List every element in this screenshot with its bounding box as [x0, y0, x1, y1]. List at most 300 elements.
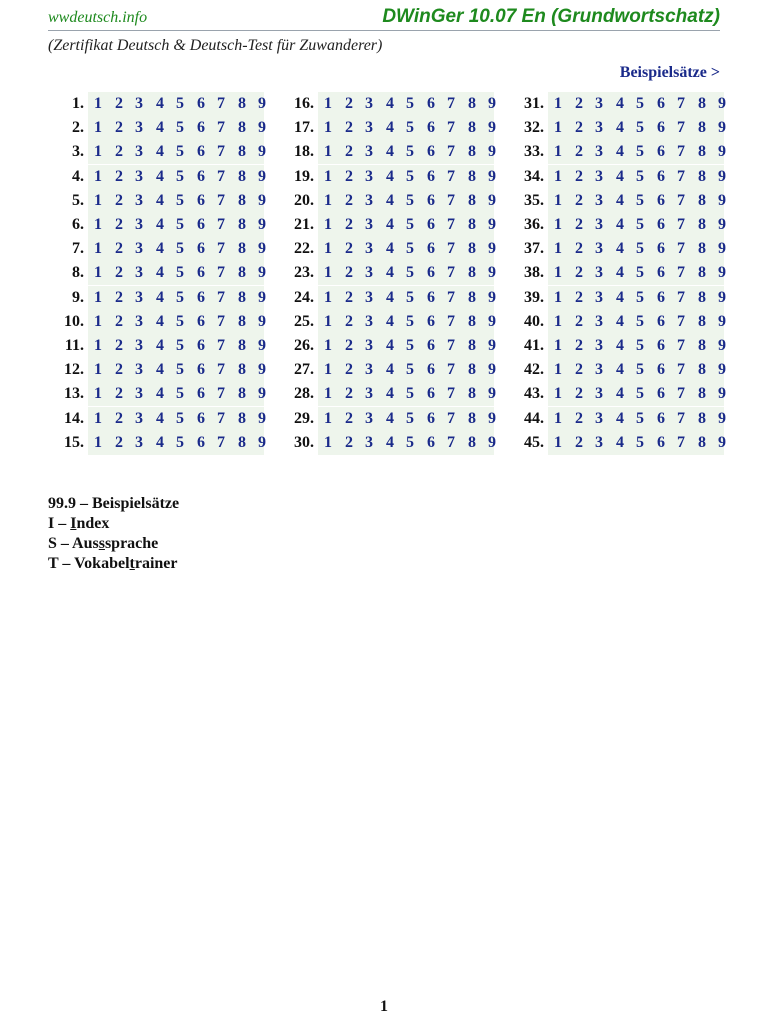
lesson-part-link[interactable]: 8 — [468, 95, 476, 112]
lesson-part-link[interactable]: 2 — [345, 143, 353, 160]
lesson-part-link[interactable]: 5 — [176, 264, 184, 281]
lesson-part-link[interactable]: 5 — [176, 216, 184, 233]
lesson-part-link[interactable]: 9 — [718, 313, 726, 330]
lesson-part-link[interactable]: 1 — [324, 313, 332, 330]
lesson-part-link[interactable]: 8 — [238, 192, 246, 209]
lesson-part-link[interactable]: 4 — [616, 410, 624, 427]
lesson-part-link[interactable]: 4 — [386, 168, 394, 185]
lesson-part-link[interactable]: 8 — [238, 216, 246, 233]
lesson-part-link[interactable]: 5 — [176, 361, 184, 378]
lesson-part-link[interactable]: 2 — [345, 410, 353, 427]
lesson-part-link[interactable]: 8 — [468, 216, 476, 233]
lesson-part-link[interactable]: 4 — [616, 143, 624, 160]
lesson-part-link[interactable]: 8 — [468, 289, 476, 306]
lesson-part-link[interactable]: 2 — [115, 337, 123, 354]
lesson-part-link[interactable]: 2 — [115, 434, 123, 451]
legend-item[interactable] — [48, 494, 179, 514]
lesson-part-link[interactable]: 9 — [718, 168, 726, 185]
lesson-part-link[interactable]: 8 — [698, 240, 706, 257]
lesson-part-link[interactable]: 1 — [554, 361, 562, 378]
lesson-part-link[interactable]: 6 — [657, 119, 665, 136]
legend-item[interactable] — [48, 514, 179, 534]
lesson-part-link[interactable]: 7 — [447, 337, 455, 354]
lesson-part-link[interactable]: 3 — [595, 240, 603, 257]
lesson-part-link[interactable]: 6 — [197, 385, 205, 402]
lesson-part-link[interactable]: 4 — [386, 289, 394, 306]
lesson-part-link[interactable]: 1 — [554, 289, 562, 306]
lesson-part-link[interactable]: 9 — [258, 434, 266, 451]
lesson-part-link[interactable]: 6 — [657, 289, 665, 306]
lesson-part-link[interactable]: 9 — [488, 192, 496, 209]
lesson-part-link[interactable]: 3 — [595, 313, 603, 330]
lesson-part-link[interactable]: 3 — [595, 216, 603, 233]
lesson-part-link[interactable]: 8 — [698, 143, 706, 160]
lesson-part-link[interactable]: 7 — [677, 216, 685, 233]
lesson-part-link[interactable]: 7 — [447, 143, 455, 160]
lesson-part-link[interactable]: 7 — [217, 313, 225, 330]
lesson-part-link[interactable]: 9 — [718, 143, 726, 160]
lesson-part-link[interactable]: 2 — [345, 216, 353, 233]
lesson-part-link[interactable]: 3 — [135, 95, 143, 112]
lesson-part-link[interactable]: 6 — [657, 192, 665, 209]
lesson-part-link[interactable]: 9 — [718, 216, 726, 233]
lesson-part-link[interactable]: 2 — [575, 289, 583, 306]
lesson-part-link[interactable]: 4 — [616, 289, 624, 306]
lesson-part-link[interactable]: 5 — [406, 168, 414, 185]
lesson-part-link[interactable]: 9 — [258, 264, 266, 281]
lesson-part-link[interactable]: 6 — [427, 264, 435, 281]
lesson-part-link[interactable]: 1 — [94, 95, 102, 112]
lesson-part-link[interactable]: 2 — [115, 192, 123, 209]
lesson-part-link[interactable]: 6 — [427, 216, 435, 233]
lesson-part-link[interactable]: 8 — [238, 95, 246, 112]
lesson-part-link[interactable]: 9 — [718, 119, 726, 136]
lesson-part-link[interactable]: 7 — [217, 119, 225, 136]
lesson-part-link[interactable]: 8 — [698, 168, 706, 185]
lesson-part-link[interactable]: 4 — [156, 361, 164, 378]
lesson-part-link[interactable]: 5 — [636, 95, 644, 112]
lesson-part-link[interactable]: 6 — [197, 168, 205, 185]
lesson-part-link[interactable]: 4 — [156, 410, 164, 427]
lesson-part-link[interactable]: 2 — [115, 95, 123, 112]
lesson-part-link[interactable]: 8 — [698, 289, 706, 306]
lesson-part-link[interactable]: 9 — [488, 168, 496, 185]
lesson-part-link[interactable]: 2 — [345, 289, 353, 306]
lesson-part-link[interactable]: 5 — [176, 95, 184, 112]
lesson-part-link[interactable]: 5 — [176, 119, 184, 136]
lesson-part-link[interactable]: 6 — [197, 192, 205, 209]
lesson-part-link[interactable]: 7 — [447, 410, 455, 427]
lesson-part-link[interactable]: 1 — [554, 95, 562, 112]
lesson-part-link[interactable]: 6 — [197, 361, 205, 378]
lesson-part-link[interactable]: 5 — [176, 385, 184, 402]
lesson-part-link[interactable]: 2 — [345, 119, 353, 136]
lesson-part-link[interactable]: 5 — [636, 361, 644, 378]
lesson-part-link[interactable]: 9 — [718, 385, 726, 402]
lesson-part-link[interactable]: 8 — [698, 192, 706, 209]
lesson-part-link[interactable]: 3 — [135, 192, 143, 209]
lesson-part-link[interactable]: 2 — [115, 168, 123, 185]
lesson-part-link[interactable]: 9 — [258, 168, 266, 185]
lesson-part-link[interactable]: 8 — [468, 313, 476, 330]
lesson-part-link[interactable]: 3 — [365, 264, 373, 281]
legend-item[interactable] — [48, 534, 179, 554]
lesson-part-link[interactable]: 9 — [258, 192, 266, 209]
lesson-part-link[interactable]: 4 — [156, 240, 164, 257]
lesson-part-link[interactable]: 5 — [406, 289, 414, 306]
lesson-part-link[interactable]: 2 — [575, 119, 583, 136]
lesson-part-link[interactable]: 8 — [468, 240, 476, 257]
lesson-part-link[interactable]: 6 — [197, 216, 205, 233]
lesson-part-link[interactable]: 3 — [135, 240, 143, 257]
lesson-part-link[interactable]: 5 — [636, 337, 644, 354]
lesson-part-link[interactable]: 3 — [135, 264, 143, 281]
lesson-part-link[interactable]: 9 — [488, 337, 496, 354]
lesson-part-link[interactable]: 8 — [468, 434, 476, 451]
lesson-part-link[interactable]: 6 — [427, 119, 435, 136]
lesson-part-link[interactable]: 6 — [657, 264, 665, 281]
lesson-part-link[interactable]: 8 — [238, 385, 246, 402]
lesson-part-link[interactable]: 4 — [386, 385, 394, 402]
lesson-part-link[interactable]: 2 — [575, 313, 583, 330]
lesson-part-link[interactable]: 6 — [657, 410, 665, 427]
lesson-part-link[interactable]: 4 — [616, 168, 624, 185]
lesson-part-link[interactable]: 8 — [468, 410, 476, 427]
lesson-part-link[interactable]: 1 — [324, 119, 332, 136]
lesson-part-link[interactable]: 6 — [427, 240, 435, 257]
lesson-part-link[interactable]: 1 — [94, 143, 102, 160]
lesson-part-link[interactable]: 4 — [386, 264, 394, 281]
lesson-part-link[interactable]: 8 — [468, 264, 476, 281]
lesson-part-link[interactable]: 2 — [115, 119, 123, 136]
lesson-part-link[interactable]: 2 — [345, 434, 353, 451]
lesson-part-link[interactable]: 2 — [115, 143, 123, 160]
lesson-part-link[interactable]: 2 — [575, 434, 583, 451]
lesson-part-link[interactable]: 3 — [595, 385, 603, 402]
lesson-part-link[interactable]: 3 — [365, 216, 373, 233]
lesson-part-link[interactable]: 3 — [135, 143, 143, 160]
lesson-part-link[interactable]: 3 — [595, 95, 603, 112]
lesson-part-link[interactable]: 3 — [365, 337, 373, 354]
lesson-part-link[interactable]: 2 — [575, 168, 583, 185]
lesson-part-link[interactable]: 5 — [406, 264, 414, 281]
lesson-part-link[interactable]: 3 — [595, 361, 603, 378]
lesson-part-link[interactable]: 1 — [324, 410, 332, 427]
lesson-part-link[interactable]: 1 — [324, 361, 332, 378]
lesson-part-link[interactable]: 9 — [488, 361, 496, 378]
lesson-part-link[interactable]: 8 — [238, 264, 246, 281]
lesson-part-link[interactable]: 8 — [468, 385, 476, 402]
lesson-part-link[interactable]: 2 — [115, 385, 123, 402]
lesson-part-link[interactable]: 2 — [345, 337, 353, 354]
lesson-part-link[interactable]: 4 — [386, 119, 394, 136]
lesson-part-link[interactable]: 9 — [488, 143, 496, 160]
lesson-part-link[interactable]: 7 — [677, 434, 685, 451]
lesson-part-link[interactable]: 5 — [176, 168, 184, 185]
lesson-part-link[interactable]: 6 — [197, 410, 205, 427]
lesson-part-link[interactable]: 4 — [616, 313, 624, 330]
lesson-part-link[interactable]: 9 — [718, 434, 726, 451]
lesson-part-link[interactable]: 8 — [238, 337, 246, 354]
lesson-part-link[interactable]: 3 — [595, 289, 603, 306]
lesson-part-link[interactable]: 5 — [406, 385, 414, 402]
lesson-part-link[interactable]: 7 — [217, 264, 225, 281]
lesson-part-link[interactable]: 5 — [176, 313, 184, 330]
lesson-part-link[interactable]: 3 — [365, 289, 373, 306]
lesson-part-link[interactable]: 4 — [156, 289, 164, 306]
lesson-part-link[interactable]: 9 — [488, 313, 496, 330]
lesson-part-link[interactable]: 1 — [324, 240, 332, 257]
lesson-part-link[interactable]: 1 — [554, 337, 562, 354]
lesson-part-link[interactable]: 9 — [258, 313, 266, 330]
lesson-part-link[interactable]: 3 — [365, 168, 373, 185]
lesson-part-link[interactable]: 3 — [595, 337, 603, 354]
lesson-part-link[interactable]: 7 — [447, 434, 455, 451]
lesson-part-link[interactable]: 9 — [258, 337, 266, 354]
lesson-part-link[interactable]: 4 — [616, 192, 624, 209]
lesson-part-link[interactable]: 1 — [324, 192, 332, 209]
lesson-part-link[interactable]: 2 — [115, 216, 123, 233]
lesson-part-link[interactable]: 8 — [468, 361, 476, 378]
lesson-part-link[interactable]: 5 — [636, 143, 644, 160]
lesson-part-link[interactable]: 9 — [258, 361, 266, 378]
lesson-part-link[interactable]: 1 — [324, 95, 332, 112]
lesson-part-link[interactable]: 2 — [575, 410, 583, 427]
lesson-part-link[interactable]: 9 — [488, 289, 496, 306]
lesson-part-link[interactable]: 3 — [365, 434, 373, 451]
lesson-part-link[interactable]: 8 — [238, 434, 246, 451]
lesson-part-link[interactable]: 2 — [345, 168, 353, 185]
lesson-part-link[interactable]: 1 — [94, 264, 102, 281]
lesson-part-link[interactable]: 4 — [616, 264, 624, 281]
lesson-part-link[interactable]: 3 — [365, 192, 373, 209]
lesson-part-link[interactable]: 1 — [94, 240, 102, 257]
lesson-part-link[interactable]: 1 — [554, 119, 562, 136]
lesson-part-link[interactable]: 9 — [488, 410, 496, 427]
lesson-part-link[interactable]: 9 — [718, 361, 726, 378]
lesson-part-link[interactable]: 4 — [156, 337, 164, 354]
lesson-part-link[interactable]: 5 — [176, 143, 184, 160]
lesson-part-link[interactable]: 7 — [677, 119, 685, 136]
lesson-part-link[interactable]: 2 — [115, 264, 123, 281]
lesson-part-link[interactable]: 6 — [197, 337, 205, 354]
lesson-part-link[interactable]: 9 — [718, 264, 726, 281]
lesson-part-link[interactable]: 2 — [575, 216, 583, 233]
lesson-part-link[interactable]: 1 — [94, 337, 102, 354]
lesson-part-link[interactable]: 1 — [554, 168, 562, 185]
lesson-part-link[interactable]: 6 — [427, 361, 435, 378]
lesson-part-link[interactable]: 8 — [698, 361, 706, 378]
lesson-part-link[interactable]: 8 — [468, 337, 476, 354]
lesson-part-link[interactable]: 7 — [217, 95, 225, 112]
lesson-part-link[interactable]: 2 — [575, 361, 583, 378]
lesson-part-link[interactable]: 6 — [657, 313, 665, 330]
lesson-part-link[interactable]: 8 — [698, 337, 706, 354]
lesson-part-link[interactable]: 1 — [94, 192, 102, 209]
lesson-part-link[interactable]: 1 — [554, 240, 562, 257]
lesson-part-link[interactable]: 6 — [657, 240, 665, 257]
lesson-part-link[interactable]: 1 — [554, 192, 562, 209]
lesson-part-link[interactable]: 4 — [386, 192, 394, 209]
lesson-part-link[interactable]: 3 — [135, 119, 143, 136]
lesson-part-link[interactable]: 1 — [94, 434, 102, 451]
lesson-part-link[interactable]: 3 — [135, 216, 143, 233]
lesson-part-link[interactable]: 7 — [677, 240, 685, 257]
lesson-part-link[interactable]: 3 — [595, 434, 603, 451]
lesson-part-link[interactable]: 7 — [677, 410, 685, 427]
lesson-part-link[interactable]: 1 — [324, 264, 332, 281]
lesson-part-link[interactable]: 5 — [636, 240, 644, 257]
lesson-part-link[interactable]: 6 — [197, 434, 205, 451]
lesson-part-link[interactable]: 3 — [595, 192, 603, 209]
lesson-part-link[interactable]: 6 — [427, 192, 435, 209]
lesson-part-link[interactable]: 1 — [554, 313, 562, 330]
lesson-part-link[interactable]: 9 — [718, 289, 726, 306]
lesson-part-link[interactable]: 8 — [238, 143, 246, 160]
lesson-part-link[interactable]: 5 — [636, 410, 644, 427]
lesson-part-link[interactable]: 5 — [636, 313, 644, 330]
lesson-part-link[interactable]: 8 — [238, 168, 246, 185]
lesson-part-link[interactable]: 2 — [345, 240, 353, 257]
lesson-part-link[interactable]: 3 — [365, 240, 373, 257]
lesson-part-link[interactable]: 4 — [386, 337, 394, 354]
lesson-part-link[interactable]: 8 — [698, 385, 706, 402]
lesson-part-link[interactable]: 5 — [176, 434, 184, 451]
lesson-part-link[interactable]: 7 — [447, 313, 455, 330]
lesson-part-link[interactable]: 2 — [575, 337, 583, 354]
lesson-part-link[interactable]: 9 — [718, 337, 726, 354]
lesson-part-link[interactable]: 5 — [406, 337, 414, 354]
lesson-part-link[interactable]: 3 — [365, 361, 373, 378]
lesson-part-link[interactable]: 2 — [575, 385, 583, 402]
lesson-part-link[interactable]: 3 — [595, 168, 603, 185]
lesson-part-link[interactable]: 8 — [238, 410, 246, 427]
lesson-part-link[interactable]: 7 — [217, 143, 225, 160]
lesson-part-link[interactable]: 5 — [406, 143, 414, 160]
lesson-part-link[interactable]: 1 — [554, 385, 562, 402]
lesson-part-link[interactable]: 7 — [217, 168, 225, 185]
lesson-part-link[interactable]: 4 — [616, 434, 624, 451]
lesson-part-link[interactable]: 8 — [238, 240, 246, 257]
lesson-part-link[interactable]: 5 — [176, 192, 184, 209]
lesson-part-link[interactable]: 4 — [386, 434, 394, 451]
lesson-part-link[interactable]: 7 — [447, 240, 455, 257]
lesson-part-link[interactable]: 1 — [554, 264, 562, 281]
lesson-part-link[interactable]: 3 — [365, 143, 373, 160]
lesson-part-link[interactable]: 4 — [156, 434, 164, 451]
lesson-part-link[interactable]: 1 — [94, 216, 102, 233]
lesson-part-link[interactable]: 9 — [258, 240, 266, 257]
lesson-part-link[interactable]: 4 — [156, 216, 164, 233]
lesson-part-link[interactable]: 1 — [94, 385, 102, 402]
lesson-part-link[interactable]: 1 — [554, 216, 562, 233]
lesson-part-link[interactable]: 4 — [386, 361, 394, 378]
lesson-part-link[interactable]: 8 — [468, 168, 476, 185]
lesson-part-link[interactable]: 1 — [94, 168, 102, 185]
lesson-part-link[interactable]: 4 — [616, 216, 624, 233]
lesson-part-link[interactable]: 5 — [406, 119, 414, 136]
lesson-part-link[interactable]: 4 — [616, 240, 624, 257]
lesson-part-link[interactable]: 9 — [258, 410, 266, 427]
lesson-part-link[interactable]: 5 — [406, 434, 414, 451]
lesson-part-link[interactable]: 9 — [258, 289, 266, 306]
lesson-part-link[interactable]: 1 — [324, 385, 332, 402]
lesson-part-link[interactable]: 2 — [575, 240, 583, 257]
lesson-part-link[interactable]: 7 — [447, 168, 455, 185]
lesson-part-link[interactable]: 9 — [718, 192, 726, 209]
lesson-part-link[interactable]: 6 — [427, 95, 435, 112]
lesson-part-link[interactable]: 6 — [657, 337, 665, 354]
lesson-part-link[interactable]: 3 — [365, 385, 373, 402]
lesson-part-link[interactable]: 1 — [324, 434, 332, 451]
lesson-part-link[interactable]: 7 — [447, 95, 455, 112]
lesson-part-link[interactable]: 3 — [365, 119, 373, 136]
lesson-part-link[interactable]: 9 — [488, 385, 496, 402]
lesson-part-link[interactable]: 1 — [94, 119, 102, 136]
lesson-part-link[interactable]: 4 — [156, 95, 164, 112]
lesson-part-link[interactable]: 9 — [488, 119, 496, 136]
example-sentences-link[interactable]: Beispielsätze > — [619, 64, 720, 81]
lesson-part-link[interactable]: 5 — [636, 168, 644, 185]
lesson-part-link[interactable]: 1 — [324, 337, 332, 354]
lesson-part-link[interactable]: 8 — [468, 119, 476, 136]
lesson-part-link[interactable]: 4 — [156, 119, 164, 136]
lesson-part-link[interactable]: 6 — [427, 434, 435, 451]
lesson-part-link[interactable]: 4 — [386, 95, 394, 112]
lesson-part-link[interactable]: 4 — [156, 313, 164, 330]
lesson-part-link[interactable]: 7 — [217, 410, 225, 427]
lesson-part-link[interactable]: 3 — [365, 95, 373, 112]
lesson-part-link[interactable]: 1 — [554, 434, 562, 451]
lesson-part-link[interactable]: 5 — [406, 192, 414, 209]
lesson-part-link[interactable]: 2 — [115, 361, 123, 378]
lesson-part-link[interactable]: 2 — [345, 385, 353, 402]
lesson-part-link[interactable]: 5 — [176, 410, 184, 427]
lesson-part-link[interactable]: 1 — [324, 168, 332, 185]
lesson-part-link[interactable]: 6 — [657, 434, 665, 451]
lesson-part-link[interactable]: 8 — [698, 410, 706, 427]
lesson-part-link[interactable]: 6 — [197, 143, 205, 160]
lesson-part-link[interactable]: 8 — [238, 119, 246, 136]
lesson-part-link[interactable]: 1 — [554, 410, 562, 427]
lesson-part-link[interactable]: 4 — [616, 361, 624, 378]
lesson-part-link[interactable]: 9 — [488, 216, 496, 233]
lesson-part-link[interactable]: 9 — [258, 216, 266, 233]
lesson-part-link[interactable]: 6 — [197, 240, 205, 257]
lesson-part-link[interactable]: 6 — [197, 119, 205, 136]
lesson-part-link[interactable]: 8 — [698, 264, 706, 281]
lesson-part-link[interactable]: 5 — [406, 95, 414, 112]
lesson-part-link[interactable]: 3 — [595, 143, 603, 160]
lesson-part-link[interactable]: 4 — [386, 240, 394, 257]
lesson-part-link[interactable]: 9 — [718, 410, 726, 427]
lesson-part-link[interactable]: 7 — [677, 192, 685, 209]
lesson-part-link[interactable]: 7 — [677, 264, 685, 281]
lesson-part-link[interactable]: 7 — [447, 385, 455, 402]
lesson-part-link[interactable]: 2 — [115, 289, 123, 306]
lesson-part-link[interactable]: 1 — [94, 410, 102, 427]
lesson-part-link[interactable]: 6 — [657, 216, 665, 233]
lesson-part-link[interactable]: 2 — [345, 264, 353, 281]
lesson-part-link[interactable]: 7 — [677, 168, 685, 185]
lesson-part-link[interactable]: 7 — [447, 264, 455, 281]
lesson-part-link[interactable]: 5 — [406, 361, 414, 378]
lesson-part-link[interactable]: 1 — [94, 313, 102, 330]
lesson-part-link[interactable]: 7 — [217, 337, 225, 354]
lesson-part-link[interactable]: 4 — [616, 337, 624, 354]
lesson-part-link[interactable]: 5 — [176, 289, 184, 306]
lesson-part-link[interactable]: 2 — [345, 95, 353, 112]
